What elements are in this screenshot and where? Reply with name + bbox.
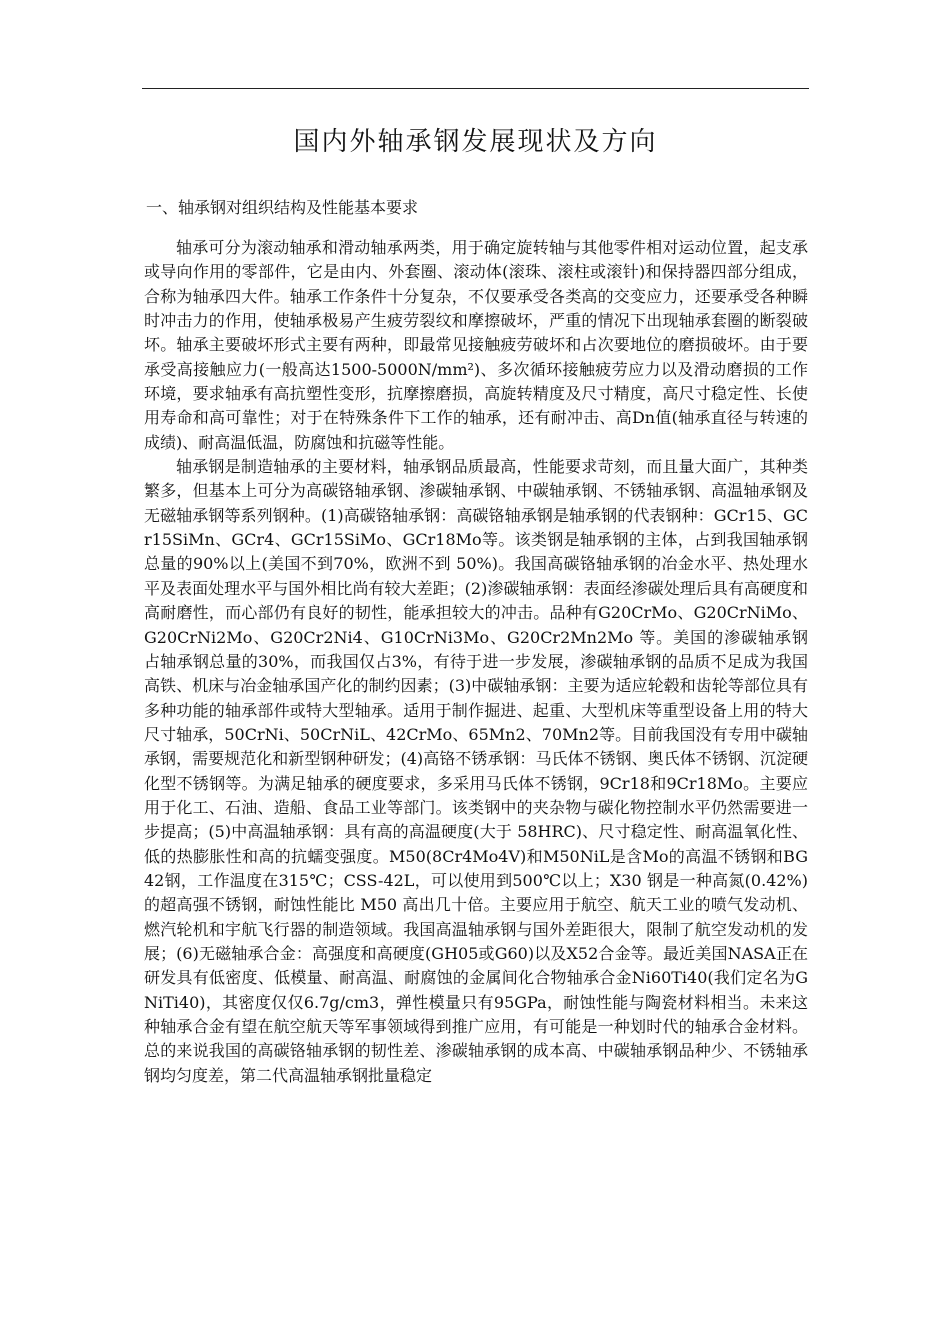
header-rule [142, 88, 809, 89]
paragraph-bearing-requirements: 轴承可分为滚动轴承和滑动轴承两类，用于确定旋转轴与其他零件相对运动位置，起支承或导向作用的零部件，它是由内、外套圈、滚动体(滚珠、滚柱或滚针)和保持器四部分组成，合称为轴承四大件。轴承工作条件十分复杂，不仅要承受各类高的交变应力，还要承受各种瞬时冲击力的作用，使轴承极易产生疲劳裂纹和摩擦破坏，严重的情况下出现轴承套圈的断裂破坏。轴承主要破坏形式主要有两种，即最常见接触疲劳破坏和占次要地位的磨损破坏。由于要承受高接触应力(一般高达1500-5000N/mm²)、多次循环接触疲劳应力以及滑动磨损的工作环境，要求轴承有高抗塑性变形，抗摩擦磨损，高旋转精度及尺寸精度，高尺寸稳定性、长使用寿命和高可靠性；对于在特殊条件下工作的轴承，还有耐冲击、高Dn值(轴承直径与转速的成绩)、耐高温低温，防腐蚀和抗磁等性能。 [144, 238, 808, 452]
paragraph-bearing-steel-types: 轴承钢是制造轴承的主要材料，轴承钢品质最高，性能要求苛刻，而且量大面广，其种类繁多，但基本上可分为高碳铬轴承钢、渗碳轴承钢、中碳轴承钢、不锈轴承钢、高温轴承钢及无磁轴承钢等系列钢种。(1)高碳铬轴承钢：高碳铬轴承钢是轴承钢的代表钢种：GCr15、GCr15SiMn、GCr4、GCr15SiMo、GCr18Mo等。该类钢是轴承钢的主体，占到我国轴承钢总量的90%以上(美国不到70%，欧洲不到 50%)。我国高碳铬轴承钢的冶金水平、热处理水平及表面处理水平与国外相比尚有较大差距；(2)渗碳轴承钢：表面经渗碳处理后具有高硬度和高耐磨性，而心部仍有良好的韧性，能承担较大的冲击。品种有G20CrMo、G20CrNiMo、G20CrNi2Mo、G20Cr2Ni4、G10CrNi3Mo、G20Cr2Mn2Mo 等。美国的渗碳轴承钢占轴承钢总量的30%，而我国仅占3%，有待于进一步发展，渗碳轴承钢的品质不足成为我国高铁、机床与冶金轴承国产化的制约因素；(3)中碳轴承钢：主要为适应轮毂和齿轮等部位具有多种功能的轴承部件或特大型轴承。适用于制作掘进、起重、大型机床等重型设备上用的特大尺寸轴承，50CrNi、50CrNiL、42CrMo、65Mn2、70Mn2等。目前我国没有专用中碳轴承钢，需要规范化和新型钢种研发；(4)高铬不锈承钢：马氏体不锈钢、奥氏体不锈钢、沉淀硬化型不锈钢等。为满足轴承的硬度要求，多采用马氏体不锈钢，9Cr18和9Cr18Mo。主要应用于化工、石油、造船、食品工业等部门。该类钢中的夹杂物与碳化物控制水平仍然需要进一步提高；(5)中高温轴承钢：具有高的高温硬度(大于 58HRC)、尺寸稳定性、耐高温氧化性、低的热膨胀性和高的抗蠕变强度。M50(8Cr4Mo4V)和M50NiL是含Mo的高温不锈钢和BG42钢，工作温度在315℃；CSS-42L，可以使用到500℃以上；X30 钢是一种高氮(0.42%)的超高强不锈钢，耐蚀性能比 M50 高出几十倍。主要应用于航空、航天工业的喷气发动机、燃汽轮机和宇航飞行器的制造领域。我国高温轴承钢与国外差距很大，限制了航空发动机的发展；(6)无磁轴承合金：高强度和高硬度(GH05或G60)以及X52合金等。最近美国NASA正在研发具有低密度、低模量、耐高温、耐腐蚀的金属间化合物轴承合金Ni60Ti40(我们定名为GNiTi40)，其密度仅仅6.7g/cm3，弹性模量只有95GPa，耐蚀性能与陶瓷材料相当。未来这种轴承合金有望在航空航天等军事领域得到推广应用，有可能是一种划时代的轴承合金材料。总的来说我国的高碳铬轴承钢的韧性差、渗碳轴承钢的成本高、中碳轴承钢品种少、不锈轴承钢均匀度差，第二代高温轴承钢批量稳定 [144, 457, 808, 1085]
section-heading: 一、轴承钢对组织结构及性能基本要求 [146, 198, 419, 217]
document-title: 国内外轴承钢发展现状及方向 [293, 127, 658, 157]
body-text [144, 236, 808, 1088]
